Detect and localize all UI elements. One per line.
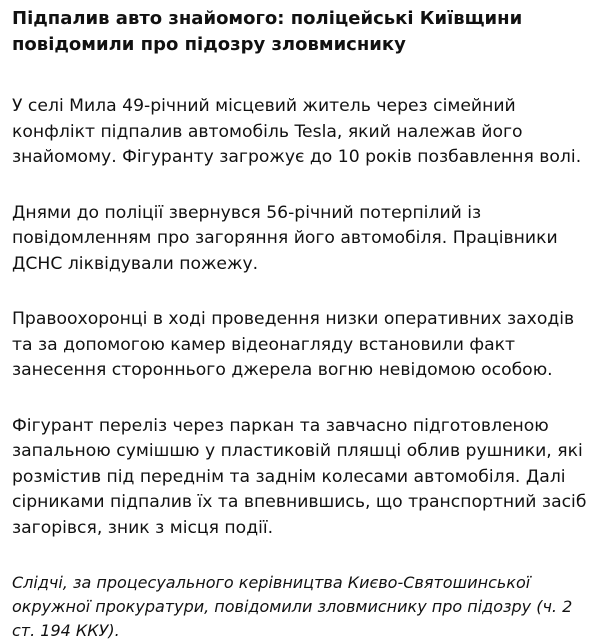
article-paragraph-4: Фігурант переліз через паркан та завчасно підготовленою запальною сумішшю у пластиковій пляшці облив рушники, які розмістив під переднім та заднім колесами автомобіля. Далі сірниками підпалив їх та впевнившись, що транспортний засіб загорівся, зник з місця події. <box>12 415 587 538</box>
article-paragraph-3: Правоохоронці в ході проведення низки оперативних заходів та за допомогою камер відеонагляду встановили факт занесення стороннього джерела вогню невідомою особою. <box>12 309 575 380</box>
article-paragraph-1: У селі Мила 49-річний місцевий житель через сімейний конфлікт підпалив автомобіль Tesla, який належав його знайомому. Фігуранту загрожує до 10 років позбавлення волі. <box>12 96 582 167</box>
article-title: Підпалив авто знайомого: поліцейські Київщини повідомили про підозру зловмиснику <box>12 8 523 55</box>
article-paragraph-2: Днями до поліції звернувся 56-річний потерпілий із повідомленням про загоряння його автомобіля. Працівники ДСНС ліквідували пожежу. <box>12 202 558 274</box>
article-footnote: Слідчі, за процесуального керівництва Києво-Святошинської окружної прокуратури, повідомили зловмиснику про підозру (ч. 2 ст. 194 ККУ). <box>12 573 573 640</box>
